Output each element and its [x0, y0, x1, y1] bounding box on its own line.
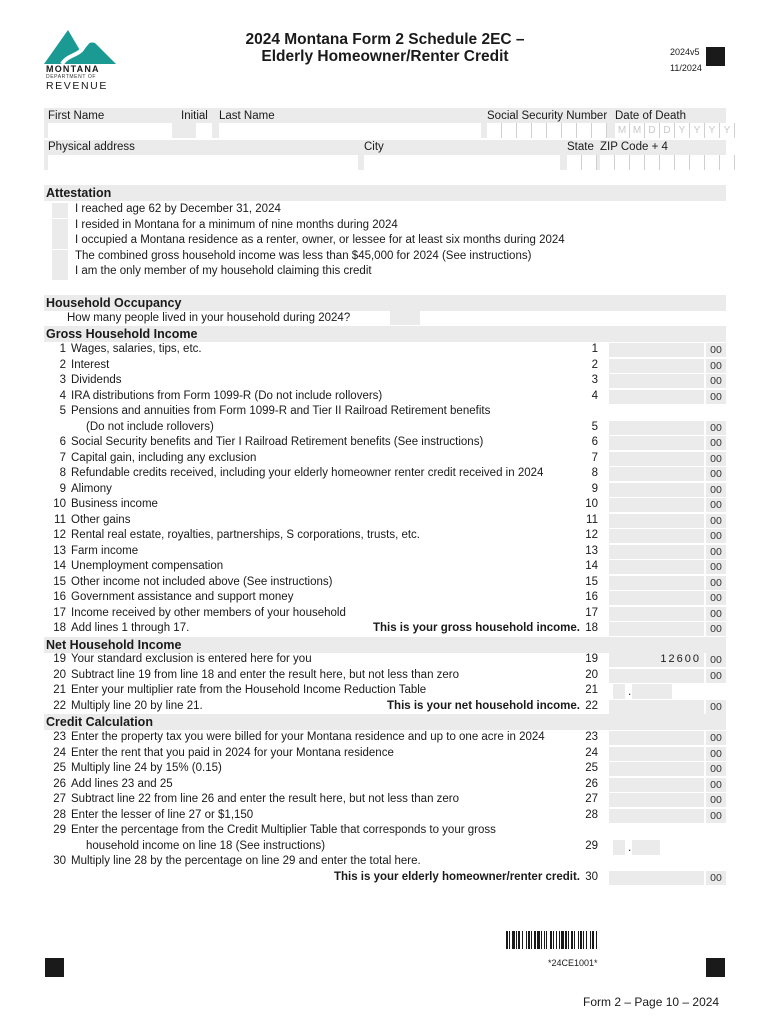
line-ref-number: 19 — [585, 653, 598, 665]
registration-mark-bottom-right — [706, 958, 725, 977]
line-description: Subtract line 19 from line 18 and enter the result here, but not less than zero — [71, 668, 460, 681]
name-row — [44, 108, 731, 138]
line-ref-number: 16 — [585, 591, 598, 603]
percentage-field-decimal[interactable] — [632, 840, 660, 855]
line-number: 28 — [53, 808, 66, 821]
last-name-label: Last Name — [219, 110, 275, 122]
city-label: City — [364, 141, 384, 153]
line-description: Dividends — [71, 374, 122, 386]
form-version — [670, 44, 702, 76]
page-footer: Form 2 – Page 10 – 2024 — [583, 995, 720, 1009]
line-number: 30 — [53, 855, 66, 867]
line-description: Enter the percentage from the Credit Multiplier Table that corresponds to your gross — [71, 824, 496, 836]
line-ref-number: 12 — [585, 529, 598, 541]
amount-field[interactable] — [609, 731, 704, 745]
line-ref-number: 21 — [585, 684, 598, 696]
logo-state-text: MONTANA — [46, 64, 100, 74]
line-ref-number: 2 — [591, 358, 598, 371]
line-ref-number: 8 — [591, 467, 598, 479]
amount-field[interactable] — [609, 700, 704, 714]
initial-field[interactable] — [196, 123, 212, 138]
line-description-cont: household income on line 18 (See instructions) — [86, 839, 326, 852]
cents-field[interactable]: 00 — [706, 343, 726, 357]
line-description: Multiply line 28 by the percentage on line 29 and enter the total here. — [71, 855, 421, 867]
line-description: Pensions and annuities from Form 1099-R and Tier II Railroad Retirement benefits — [71, 405, 491, 417]
amount-field[interactable] — [609, 871, 704, 885]
line-number: 11 — [54, 513, 66, 526]
cents-field[interactable]: 00 — [706, 669, 726, 683]
cents-field[interactable]: 00 — [706, 576, 726, 590]
line-ref-number: 23 — [585, 731, 598, 743]
registration-mark-bottom-left — [45, 958, 64, 977]
amount-field[interactable] — [609, 545, 704, 559]
line-description: Business income — [71, 498, 158, 510]
version-date: 11/2024 — [670, 63, 702, 73]
line-number: 5 — [59, 405, 66, 417]
line-number: 6 — [59, 436, 66, 448]
line-number: 8 — [59, 467, 66, 479]
address-row — [44, 140, 726, 170]
line-number: 17 — [53, 606, 66, 619]
cents-field[interactable]: 00 — [706, 653, 726, 667]
attestation-text-5: I am the only member of my household claiming this credit — [75, 265, 372, 277]
line-summary: This is your net household income. — [387, 699, 580, 712]
credit-heading: Credit Calculation — [44, 714, 726, 730]
amount-field[interactable] — [609, 778, 704, 792]
amount-field[interactable] — [609, 483, 704, 497]
line-ref-number: 18 — [585, 622, 598, 634]
amount-field[interactable] — [609, 747, 704, 761]
amount-field[interactable] — [609, 467, 704, 481]
line-number: 25 — [53, 762, 66, 774]
attestation-checkbox-1[interactable] — [52, 203, 68, 218]
line-ref-number: 26 — [585, 777, 598, 790]
attestation-text-4: The combined gross household income was less than $45,000 for 2024 (See instructions) — [75, 250, 532, 262]
initial-label: Initial — [181, 110, 208, 122]
line-description: Farm income — [71, 544, 139, 557]
line-number: 7 — [59, 451, 66, 464]
amount-field[interactable] — [609, 436, 704, 450]
cents-field[interactable]: 00 — [706, 359, 726, 373]
decimal-point: . — [628, 684, 632, 698]
line-number: 20 — [53, 668, 66, 681]
address-label: Physical address — [48, 141, 135, 153]
line-description: Enter the lesser of line 27 or $1,150 — [71, 808, 254, 821]
amount-field[interactable] — [609, 607, 704, 621]
version-number: 2024v5 — [670, 47, 700, 57]
ssn-field[interactable] — [487, 123, 607, 138]
cents-field[interactable]: 00 — [706, 514, 726, 528]
cents-field[interactable]: 00 — [706, 545, 726, 559]
logo-department-text: DEPARTMENT OF — [46, 74, 97, 80]
cents-field[interactable]: 00 — [706, 747, 726, 761]
line-summary: This is your gross household income. — [372, 622, 580, 634]
dod-dd: D — [645, 123, 660, 138]
line-description: Multiply line 24 by 15% (0.15) — [71, 762, 222, 774]
line-ref-number: 28 — [585, 808, 598, 821]
cents-field[interactable]: 00 — [706, 622, 726, 636]
form-title-line2: Elderly Homeowner/Renter Credit — [261, 48, 509, 65]
percentage-field[interactable] — [613, 684, 625, 699]
dod-yy: Y — [690, 123, 705, 138]
cents-field[interactable]: 00 — [706, 793, 726, 807]
line-description: Add lines 1 through 17. — [71, 622, 190, 634]
city-field[interactable] — [364, 155, 560, 170]
last-name-field[interactable] — [219, 123, 481, 138]
percentage-field-decimal[interactable] — [632, 684, 672, 699]
zip-label: ZIP Code + 4 — [600, 141, 668, 153]
attestation-text-2: I resided in Montana for a minimum of nine months during 2024 — [75, 219, 398, 231]
form-title-line1: 2024 Montana Form 2 Schedule 2EC – — [245, 31, 525, 48]
amount-field[interactable] — [609, 576, 704, 590]
line-description: Subtract line 22 from line 26 and enter the result here, but not less than zero — [71, 793, 460, 805]
state-label: State — [567, 141, 594, 153]
cents-field[interactable]: 00 — [706, 607, 726, 621]
line-number: 16 — [53, 591, 66, 603]
line-description: Rental real estate, royalties, partnerships, S corporations, trusts, etc. — [71, 529, 420, 541]
attestation-text-3: I occupied a Montana residence as a renter, owner, or lessee for at least six months during 2024 — [75, 234, 565, 246]
line-description: Add lines 23 and 25 — [71, 777, 173, 790]
dod-yy: Y — [705, 123, 720, 138]
line-ref-number: 14 — [585, 560, 598, 572]
line-number: 21 — [53, 684, 66, 696]
line-ref-number: 27 — [585, 793, 598, 805]
cents-field[interactable]: 00 — [706, 700, 726, 714]
cents-field[interactable]: 00 — [706, 483, 726, 497]
line-number: 4 — [59, 389, 66, 402]
line-ref-number: 3 — [591, 374, 598, 386]
line-description: Government assistance and support money — [71, 591, 294, 603]
line-description: Income received by other members of your household — [71, 606, 346, 619]
cents-field[interactable]: 00 — [706, 762, 726, 776]
cents-field[interactable]: 00 — [706, 374, 726, 388]
mountain-logo-icon — [44, 30, 116, 64]
dod-yy: Y — [720, 123, 735, 138]
line-description: IRA distributions from Form 1099-R (Do not include rollovers) — [71, 389, 383, 402]
cents-field[interactable]: 00 — [706, 529, 726, 543]
line-number: 18 — [53, 622, 66, 634]
line-description: Other gains — [71, 513, 131, 526]
line-number: 3 — [59, 374, 66, 386]
barcode-text: *24CE1001* — [548, 958, 598, 968]
line-description: Alimony — [71, 482, 112, 495]
cents-field[interactable]: 00 — [706, 390, 726, 404]
montana-dor-logo — [44, 30, 116, 90]
line-ref-number: 25 — [585, 762, 598, 774]
line-number: 24 — [53, 746, 66, 759]
line-ref-number: 7 — [591, 451, 598, 464]
line-ref-number: 22 — [585, 699, 598, 712]
address-field[interactable] — [48, 155, 358, 170]
decimal-point: . — [628, 839, 632, 854]
cents-field[interactable]: 00 — [706, 436, 726, 450]
amount-field[interactable] — [609, 793, 704, 807]
line-ref-number: 15 — [585, 575, 598, 588]
amount-field[interactable] — [609, 762, 704, 776]
line-description: Enter the rent that you paid in 2024 for your Montana residence — [71, 746, 394, 759]
line-description: Capital gain, including any exclusion — [71, 451, 257, 464]
line-ref-number: 10 — [585, 498, 598, 510]
line-description: Enter the property tax you were billed for your Montana residence and up to one acre in 2024 — [71, 731, 545, 743]
amount-field[interactable] — [609, 498, 704, 512]
cents-field[interactable]: 00 — [706, 421, 726, 435]
ssn-label: Social Security Number — [487, 110, 608, 122]
attestation-text-1: I reached age 62 by December 31, 2024 — [75, 203, 281, 215]
amount-field[interactable] — [609, 560, 704, 574]
cents-field[interactable]: 00 — [706, 809, 726, 823]
dod-yy: Y — [675, 123, 690, 138]
attestation-heading: Attestation — [44, 185, 726, 201]
dod-mm: M — [630, 123, 645, 138]
line-number: 23 — [53, 731, 66, 743]
line-description: Unemployment compensation — [71, 560, 224, 572]
occupancy-question: How many people lived in your household during 2024? — [67, 312, 351, 324]
amount-field[interactable] — [609, 514, 704, 528]
registration-mark-top-right — [706, 47, 725, 66]
line-description: Social Security benefits and Tier I Railroad Retirement benefits (See instructions) — [71, 436, 484, 448]
line-ref-number: 20 — [585, 668, 598, 681]
attestation-checkbox-3[interactable] — [52, 234, 68, 249]
line-description: Enter your multiplier rate from the Household Income Reduction Table — [71, 684, 427, 696]
cents-field[interactable]: 00 — [706, 731, 726, 745]
line-number: 14 — [53, 560, 66, 572]
first-name-field[interactable] — [48, 123, 172, 138]
amount-field[interactable] — [609, 591, 704, 605]
first-name-label: First Name — [48, 110, 105, 122]
occupancy-count-field[interactable] — [390, 311, 420, 325]
amount-field[interactable] — [609, 374, 704, 388]
cents-field[interactable]: 00 — [706, 591, 726, 605]
line-number: 29 — [53, 824, 66, 836]
line-ref-number: 1 — [591, 343, 598, 355]
line-ref-number: 17 — [585, 606, 598, 619]
amount-field[interactable] — [609, 421, 704, 435]
cents-field[interactable]: 00 — [706, 778, 726, 792]
percentage-field[interactable] — [613, 840, 625, 855]
line-number: 13 — [53, 544, 66, 557]
dod-mm: M — [615, 123, 630, 138]
attestation-checkbox-2[interactable] — [52, 219, 68, 234]
line-number: 2 — [59, 358, 66, 371]
line-number: 22 — [53, 699, 66, 712]
line-description-cont: (Do not include rollovers) — [86, 420, 214, 433]
line-description: Other income not included above (See instructions) — [71, 575, 333, 588]
line-description: Refundable credits received, including your elderly homeowner renter credit received in 2024 — [71, 467, 544, 479]
line-description: Interest — [71, 358, 110, 371]
amount-field[interactable] — [609, 390, 704, 404]
zip-field[interactable] — [600, 155, 735, 170]
logo-revenue-text: REVENUE — [46, 80, 108, 92]
line-number: 15 — [53, 575, 66, 588]
line-number: 9 — [59, 482, 66, 495]
amount-field[interactable] — [609, 669, 704, 683]
cents-field[interactable]: 00 — [706, 467, 726, 481]
occupancy-heading: Household Occupancy — [44, 295, 726, 311]
line-number: 19 — [53, 653, 66, 665]
state-field[interactable] — [567, 155, 597, 170]
line-ref-number: 30 — [585, 870, 598, 883]
line-number: 26 — [53, 777, 66, 790]
line-ref-number: 4 — [591, 389, 598, 402]
amount-value: 12600 — [660, 653, 701, 665]
dod-field[interactable] — [615, 123, 735, 138]
line-number: 1 — [59, 343, 66, 355]
line-ref-number: 9 — [591, 482, 598, 495]
line-number: 27 — [53, 793, 66, 805]
cents-field[interactable]: 00 — [706, 871, 726, 885]
line-summary: This is your elderly homeowner/renter credit. — [333, 870, 580, 883]
amount-field[interactable] — [609, 529, 704, 543]
line-ref-number: 5 — [591, 420, 598, 433]
amount-field[interactable] — [609, 809, 704, 823]
line-number: 10 — [53, 498, 66, 510]
attestation-checkbox-4[interactable] — [52, 250, 68, 265]
line-ref-number: 24 — [585, 746, 598, 759]
line-ref-number: 11 — [586, 513, 598, 526]
cents-field[interactable]: 00 — [706, 560, 726, 574]
dod-label: Date of Death — [615, 110, 686, 122]
amount-field[interactable] — [609, 359, 704, 373]
net-income-heading: Net Household Income — [44, 637, 726, 653]
cents-field[interactable]: 00 — [706, 452, 726, 466]
cents-field[interactable]: 00 — [706, 498, 726, 512]
dod-dd: D — [660, 123, 675, 138]
line-description: Your standard exclusion is entered here for you — [71, 653, 312, 665]
amount-field[interactable] — [609, 622, 704, 636]
form-title — [170, 31, 600, 65]
line-ref-number: 29 — [585, 839, 598, 852]
line-description: Wages, salaries, tips, etc. — [71, 343, 202, 355]
line-ref-number: 6 — [591, 436, 598, 448]
gross-income-heading: Gross Household Income — [44, 326, 726, 342]
line-description: Multiply line 20 by line 21. — [71, 699, 203, 712]
line-ref-number: 13 — [585, 544, 598, 557]
amount-field[interactable] — [609, 343, 704, 357]
line-number: 12 — [53, 529, 66, 541]
barcode-icon — [506, 931, 651, 949]
attestation-checkbox-5[interactable] — [52, 265, 68, 280]
amount-field[interactable] — [609, 452, 704, 466]
